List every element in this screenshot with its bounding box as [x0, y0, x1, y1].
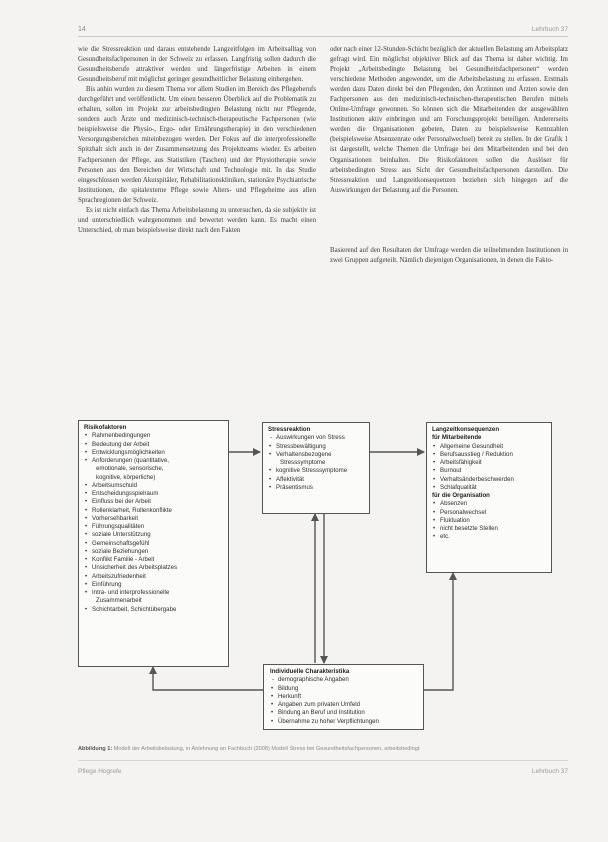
- list-item: emotionale, sensorische,: [96, 465, 164, 473]
- risk-factors-box: [78, 420, 229, 667]
- stress-model-figure: [78, 420, 568, 740]
- individual-characteristics-box: [263, 664, 424, 730]
- list-item: • Gemeinschaftsgefühl: [84, 540, 223, 548]
- long-term-subtitle-organisation: für die Organisation: [432, 492, 490, 499]
- list-item: Zusammenarbeit: [96, 597, 142, 605]
- caption-label: Abbildung 1:: [78, 746, 113, 752]
- list-item: • Übernahme zu hoher Verpflichtungen: [270, 718, 417, 726]
- list-item: • Intra- und interprofessionelle: [84, 589, 223, 597]
- header-rule: [78, 36, 568, 37]
- list-item: • Entwicklungsmöglichkeiten: [84, 449, 223, 457]
- list-item: • Burnout: [432, 467, 546, 475]
- long-term-title: Langzeitkonsequenzen: [432, 426, 500, 433]
- list-item: • Verhaltensbezogene: [268, 451, 364, 459]
- footer-rule: [78, 760, 568, 761]
- footer-publisher: Pflege Hogrefe: [78, 768, 122, 775]
- left-paragraph: Es ist nicht einfach das Thema Arbeitsbelastung zu untersuchen, da sie subjektiv ist und unterschiedlich wahrgenommen und bewertet werden kann. Es macht einen Unterschied, ob man beispielsweise direkt nach den Fakten: [78, 206, 316, 234]
- employee-consequences-list: [432, 443, 546, 493]
- list-item: • Stressbewältigung: [268, 443, 364, 451]
- arrow-individual-to-risk: [153, 667, 263, 690]
- list-item: • Entscheidungsspielraum: [84, 490, 223, 498]
- individual-title: Individuelle Charakteristika: [270, 668, 350, 675]
- long-term-consequences-box: [426, 422, 552, 573]
- list-item: • Fluktuation: [432, 517, 546, 525]
- list-item: • Einführung: [84, 581, 223, 589]
- list-item: • soziale Unterstützung: [84, 531, 223, 539]
- stress-reaction-title: Stressreaktion: [268, 426, 311, 433]
- caption-text: Modell der Arbeitsbelastung, in Anlehnung an Fachbuch (2008) Modell Stress bei Gesundheitsfachpersonen, arbeitsbedingt: [113, 746, 420, 752]
- list-item: • Rahmenbedingungen: [84, 432, 223, 440]
- long-term-subtitle-employees: für Mitarbeitende: [432, 434, 482, 442]
- list-item: - Auswirkungen von Stress: [268, 434, 364, 442]
- list-item: • Schichtarbeit, Schichtübergabe: [84, 606, 223, 614]
- left-paragraph: wie die Stressreaktion und daraus entstehende Langzeitfolgen im Arbeitsalltag von Gesundheitsfachpersonen in der Schweiz zu erfassen. Langfristig sollen dadurch die Gesundheitsberufe attraktiver werden und längerfristige Arbeiten in einem Gesundheitsberuf mit möglichst geringer gesundheitlicher Belastung einhergehen.: [78, 46, 316, 84]
- figure-caption: [78, 746, 578, 752]
- list-item: • soziale Beziehungen: [84, 548, 223, 556]
- right-paragraph: oder nach einer 12-Stunden-Schicht bezüglich der aktuellen Belastung am Arbeitsplatz gefragt wird. Ein möglichst objektiver Blick auf das Thema ist daher wichtig. Im Projekt „Arbeitsbedingte Belastung bei Gesundheitsfachpersonen“ werden verschiedene Methoden angewendet, um die Arbeitsbelastung zu erfassen. Erstmals werden dazu Daten direkt bei den Pflegenden, den Ärztinnen und Ärzten sowie den Fachpersonen aus den medizinisch-technischen-therapeutischen Berufen mittels Online-Umfrage gewonnen. So können sich die Mitarbeitenden der ausgewählten Institutionen aktiv einbringen und am Forschungsprojekt beteiligen. Andererseits werden die Organisationen gebeten, Daten zu beispielsweise Kennzahlen (beispielsweise Absenzenrate oder Personalwechsel) bereit zu stellen. In der Grafik 1 ist dargestellt, welche Themen die Umfrage bei den Mitarbeitenden und bei den Organisationen beinhalten. Die Risikofaktoren sollen die Auslöser für arbeitsbedingten Stress aus Sicht der Gesundheitsfachpersonen darstellen. Die Stressreaktion und Langzeitkonsequenzen beziehen sich hingegen auf die Auswirkungen der Belastung auf die Personen.: [330, 46, 568, 194]
- left-column: [78, 45, 316, 236]
- stress-reaction-list: [268, 434, 364, 492]
- list-item: • Anforderungen (quantitative,: [84, 457, 223, 465]
- list-item: • Konflikt Familie - Arbeit: [84, 556, 223, 564]
- footer-issue: Lehrbuch 37: [531, 768, 568, 775]
- list-item: Stresssymptome: [280, 459, 326, 466]
- running-head: Lehrbuch 37: [531, 26, 568, 33]
- list-item: • Allgemeine Gesundheit: [432, 443, 546, 451]
- list-item: • nicht besetzte Stellen: [432, 525, 546, 533]
- left-paragraph: Bis anhin wurden zu diesem Thema vor allem Studien im Bereich des Pflegeberufs durchgeführt und veröffentlicht. Um einen besseren Überblick auf die Problematik zu erhalten, sollen im Projekt zur arbeitsbedingten Belastung nicht nur Pflegende, sondern auch Ärzte und medizinisch-technisch-therapeutische Fachpersonen (wie beispielsweise die Physio-, Ergo- oder Ernährungstherapie) in den verschiedenen Versorgungsbereichen miteinbezogen werden. Der Fokus auf die interprofessionelle Spitzhalt sich auch in der Zusammensetzung des Projektteams wieder. Es arbeiten Fachpersonen der Pflege, aus Statistiken (Taschen) und der Physiotherapie sowie Personen aus den Bereichen der Wirtschaft und Technologie mit. In das Studie eingeschlossen werden Akutspitäler, Rehabilitationskliniken, stationäre Psychiatrische Institutionen, die spitalexterne Pflege sowie Alters- und Pflegeheime aus allen Sprachregionen der Schweiz.: [78, 86, 316, 204]
- list-item: • kognitive Stresssymptome: [268, 467, 364, 475]
- list-item: • etc.: [432, 533, 546, 541]
- list-item: • Berufsausstieg / Reduktion: [432, 451, 546, 459]
- list-item: • Bindung an Beruf und Institution: [270, 709, 417, 717]
- list-item: • Führungsqualitäten: [84, 523, 223, 531]
- list-item: • Verhaltsänderbeschwerden: [432, 476, 546, 484]
- risk-factors-list: [84, 432, 223, 614]
- list-item: • Personalwechsel: [432, 509, 546, 517]
- list-item: • Einfluss bei der Arbeit: [84, 498, 223, 506]
- list-item: • Arbeitsumschuld: [84, 482, 223, 490]
- list-item: • Präsentismus: [268, 484, 364, 492]
- list-item: • Schlafqualität: [432, 484, 546, 492]
- list-item: • Absenzen: [432, 500, 546, 508]
- page-number: 14: [78, 26, 86, 33]
- list-item: • Angaben zum privaten Umfeld: [270, 701, 417, 709]
- list-item: • Arbeitszufriedenheit: [84, 573, 223, 581]
- column-gap: [330, 196, 568, 246]
- list-item: kognitive, körperliche): [96, 473, 156, 481]
- right-column: [330, 45, 568, 266]
- organisation-consequences-list: [432, 500, 546, 541]
- list-item: - demographische Angaben: [270, 676, 417, 684]
- arrow-individual-to-longterm: [424, 573, 453, 690]
- list-item: • Unsicherheit des Arbeitsplatzes: [84, 564, 223, 572]
- list-item: • Arbeitsfähigkeit: [432, 459, 546, 467]
- right-paragraph: Basierend auf den Resultaten der Umfrage werden die teilnehmenden Institutionen in zwei Gruppen aufgeteilt. Nämlich diejenigen Organisationen, in denen die Fakto-: [330, 246, 568, 264]
- list-item: • Vorhersehbarkeit: [84, 515, 223, 523]
- list-item: • Rollenklarheit, Rollenkonflikte: [84, 507, 223, 515]
- stress-reaction-box: [262, 422, 370, 514]
- list-item: • Bildung: [270, 685, 417, 693]
- individual-list: [270, 676, 417, 726]
- list-item: • Herkunft: [270, 693, 417, 701]
- list-item: • Affektivität: [268, 476, 364, 484]
- list-item: • Bedeutung der Arbeit: [84, 441, 223, 449]
- risk-factors-title: Risikofaktoren: [84, 424, 127, 431]
